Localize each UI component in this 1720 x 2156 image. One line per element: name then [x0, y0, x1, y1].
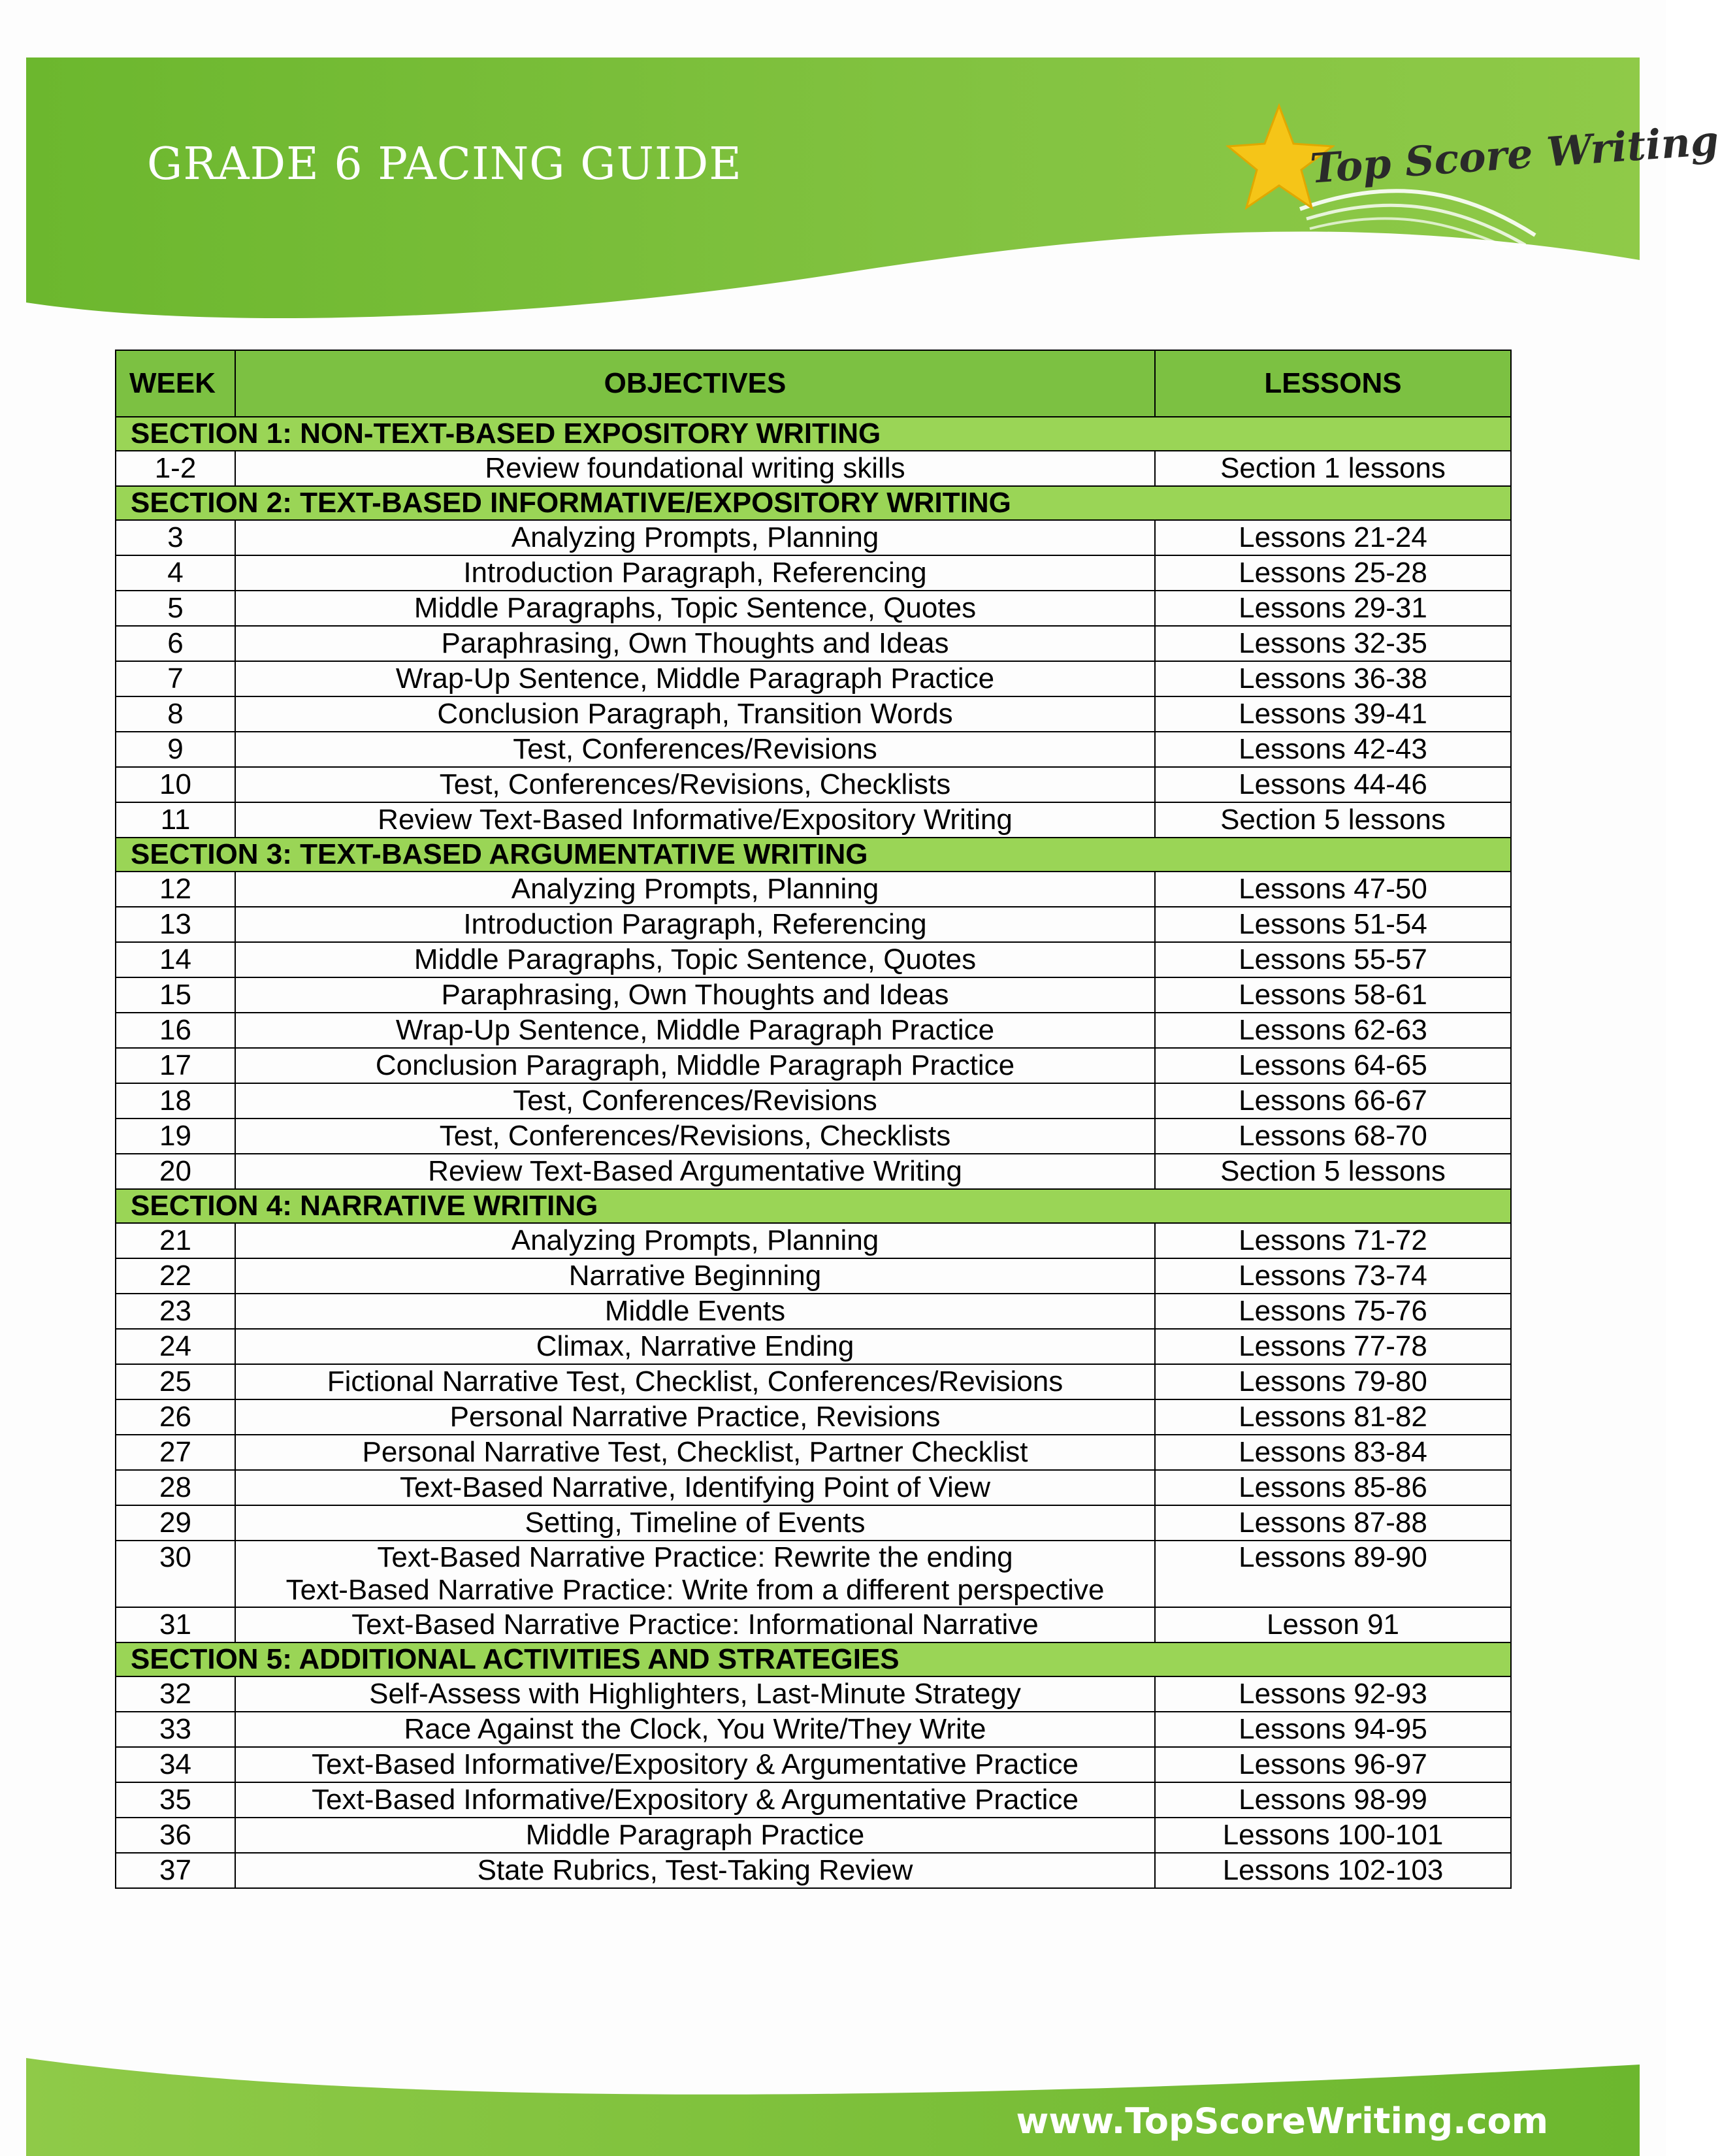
lessons-cell: Lessons 66-67: [1155, 1083, 1511, 1119]
lessons-cell: Lessons 29-31: [1155, 591, 1511, 626]
table-row: [116, 907, 1511, 942]
lessons-cell: Lessons 44-46: [1155, 767, 1511, 802]
week-cell: 22: [116, 1258, 235, 1294]
header-week: WEEK: [116, 350, 235, 417]
table-row: [116, 1712, 1511, 1747]
week-cell: 16: [116, 1013, 235, 1048]
table-row: [116, 520, 1511, 555]
objectives-cell: Narrative Beginning: [235, 1258, 1155, 1294]
table-row: [116, 1048, 1511, 1083]
objectives-cell: Paraphrasing, Own Thoughts and Ideas: [235, 977, 1155, 1013]
objectives-cell: Review foundational writing skills: [235, 451, 1155, 486]
objectives-cell: Test, Conferences/Revisions, Checklists: [235, 1119, 1155, 1154]
lessons-cell: Lessons 25-28: [1155, 555, 1511, 591]
week-cell: 24: [116, 1329, 235, 1364]
table-row: [116, 1853, 1511, 1888]
table-row: [116, 555, 1511, 591]
lessons-cell: Lessons 92-93: [1155, 1676, 1511, 1712]
lessons-cell: Lessons 94-95: [1155, 1712, 1511, 1747]
table-row: [116, 451, 1511, 486]
table-row: [116, 1607, 1511, 1642]
week-cell: 33: [116, 1712, 235, 1747]
header-lessons: LESSONS: [1155, 350, 1511, 417]
lessons-cell: Lessons 81-82: [1155, 1399, 1511, 1435]
week-cell: 36: [116, 1818, 235, 1853]
section-header-row: [116, 417, 1511, 451]
objectives-cell: Paraphrasing, Own Thoughts and Ideas: [235, 626, 1155, 661]
week-cell: 3: [116, 520, 235, 555]
week-cell: 4: [116, 555, 235, 591]
objectives-cell: Self-Assess with Highlighters, Last-Minute Strategy: [235, 1676, 1155, 1712]
table-row: [116, 1505, 1511, 1541]
lessons-cell: Lessons 98-99: [1155, 1782, 1511, 1818]
week-cell: 30: [116, 1541, 235, 1607]
week-cell: 21: [116, 1223, 235, 1258]
table-row: [116, 1083, 1511, 1119]
objectives-cell: Test, Conferences/Revisions: [235, 1083, 1155, 1119]
lessons-cell: Lessons 32-35: [1155, 626, 1511, 661]
lessons-cell: Lessons 102-103: [1155, 1853, 1511, 1888]
lessons-cell: Lessons 100-101: [1155, 1818, 1511, 1853]
objectives-cell: Test, Conferences/Revisions, Checklists: [235, 767, 1155, 802]
table-row: [116, 1294, 1511, 1329]
objectives-cell: Middle Paragraph Practice: [235, 1818, 1155, 1853]
objectives-cell: Climax, Narrative Ending: [235, 1329, 1155, 1364]
table-row: [116, 1818, 1511, 1853]
week-cell: 18: [116, 1083, 235, 1119]
objectives-cell: Wrap-Up Sentence, Middle Paragraph Practice: [235, 661, 1155, 696]
lessons-cell: Lessons 85-86: [1155, 1470, 1511, 1505]
week-cell: 15: [116, 977, 235, 1013]
lessons-cell: Lessons 79-80: [1155, 1364, 1511, 1399]
table-row: [116, 977, 1511, 1013]
week-cell: 25: [116, 1364, 235, 1399]
table-row: [116, 1013, 1511, 1048]
week-cell: 11: [116, 802, 235, 838]
objectives-cell: Test, Conferences/Revisions: [235, 732, 1155, 767]
table-row: [116, 661, 1511, 696]
pacing-table: [115, 350, 1512, 1889]
week-cell: 28: [116, 1470, 235, 1505]
section-title: SECTION 4: NARRATIVE WRITING: [116, 1189, 1511, 1223]
objectives-cell: Conclusion Paragraph, Middle Paragraph Practice: [235, 1048, 1155, 1083]
objectives-cell: Text-Based Narrative, Identifying Point of View: [235, 1470, 1155, 1505]
objectives-cell: Wrap-Up Sentence, Middle Paragraph Practice: [235, 1013, 1155, 1048]
table-row: [116, 767, 1511, 802]
week-cell: 29: [116, 1505, 235, 1541]
objectives-cell: Analyzing Prompts, Planning: [235, 1223, 1155, 1258]
week-cell: 6: [116, 626, 235, 661]
objectives-cell: Review Text-Based Informative/Expository Writing: [235, 802, 1155, 838]
lessons-cell: Lessons 73-74: [1155, 1258, 1511, 1294]
lessons-cell: Section 5 lessons: [1155, 1154, 1511, 1189]
week-cell: 5: [116, 591, 235, 626]
table-row: [116, 1329, 1511, 1364]
lessons-cell: Lessons 83-84: [1155, 1435, 1511, 1470]
table-row: [116, 1541, 1511, 1607]
lessons-cell: Lessons 68-70: [1155, 1119, 1511, 1154]
objectives-cell: Text-Based Narrative Practice: Rewrite the ending Text-Based Narrative Practice: Write from a different perspective: [235, 1541, 1155, 1607]
lessons-cell: Lessons 51-54: [1155, 907, 1511, 942]
lessons-cell: Section 1 lessons: [1155, 451, 1511, 486]
lessons-cell: Lessons 77-78: [1155, 1329, 1511, 1364]
week-cell: 13: [116, 907, 235, 942]
table-row: [116, 591, 1511, 626]
lessons-cell: Lessons 71-72: [1155, 1223, 1511, 1258]
week-cell: 35: [116, 1782, 235, 1818]
table-row: [116, 626, 1511, 661]
objectives-cell: Middle Paragraphs, Topic Sentence, Quotes: [235, 591, 1155, 626]
lessons-cell: Lessons 21-24: [1155, 520, 1511, 555]
week-cell: 9: [116, 732, 235, 767]
header-objectives: OBJECTIVES: [235, 350, 1155, 417]
section-header-row: [116, 486, 1511, 520]
objectives-cell: Analyzing Prompts, Planning: [235, 520, 1155, 555]
objectives-cell: Analyzing Prompts, Planning: [235, 872, 1155, 907]
section-header-row: [116, 1642, 1511, 1676]
lessons-cell: Lessons 62-63: [1155, 1013, 1511, 1048]
lessons-cell: Lessons 75-76: [1155, 1294, 1511, 1329]
week-cell: 14: [116, 942, 235, 977]
week-cell: 26: [116, 1399, 235, 1435]
section-header-row: [116, 1189, 1511, 1223]
objectives-cell: Introduction Paragraph, Referencing: [235, 555, 1155, 591]
table-row: [116, 696, 1511, 732]
week-cell: 7: [116, 661, 235, 696]
week-cell: 10: [116, 767, 235, 802]
table-row: [116, 1364, 1511, 1399]
week-cell: 19: [116, 1119, 235, 1154]
lessons-cell: Lesson 91: [1155, 1607, 1511, 1642]
table-row: [116, 872, 1511, 907]
objectives-cell: Personal Narrative Test, Checklist, Partner Checklist: [235, 1435, 1155, 1470]
table-row: [116, 942, 1511, 977]
week-cell: 37: [116, 1853, 235, 1888]
section-header-row: [116, 838, 1511, 872]
objectives-cell: Fictional Narrative Test, Checklist, Conferences/Revisions: [235, 1364, 1155, 1399]
objectives-cell: Conclusion Paragraph, Transition Words: [235, 696, 1155, 732]
lessons-cell: Lessons 47-50: [1155, 872, 1511, 907]
objectives-cell: Review Text-Based Argumentative Writing: [235, 1154, 1155, 1189]
week-cell: 23: [116, 1294, 235, 1329]
objectives-cell: Race Against the Clock, You Write/They Write: [235, 1712, 1155, 1747]
table-row: [116, 1119, 1511, 1154]
section-title: SECTION 5: ADDITIONAL ACTIVITIES AND STRATEGIES: [116, 1642, 1511, 1676]
logo-text: Top Score Writing: [1308, 116, 1720, 193]
objectives-cell: Personal Narrative Practice, Revisions: [235, 1399, 1155, 1435]
week-cell: 8: [116, 696, 235, 732]
lessons-cell: Lessons 36-38: [1155, 661, 1511, 696]
objectives-cell: Middle Paragraphs, Topic Sentence, Quotes: [235, 942, 1155, 977]
lessons-cell: Lessons 39-41: [1155, 696, 1511, 732]
page-title: GRADE 6 PACING GUIDE: [147, 139, 742, 190]
table-row: [116, 1154, 1511, 1189]
objectives-cell: Text-Based Narrative Practice: Informational Narrative: [235, 1607, 1155, 1642]
table-row: [116, 732, 1511, 767]
table-row: [116, 1223, 1511, 1258]
week-cell: 12: [116, 872, 235, 907]
week-cell: 1-2: [116, 451, 235, 486]
table-row: [116, 1435, 1511, 1470]
week-cell: 34: [116, 1747, 235, 1782]
table-header-row: [116, 350, 1511, 417]
table-row: [116, 1676, 1511, 1712]
week-cell: 27: [116, 1435, 235, 1470]
week-cell: 31: [116, 1607, 235, 1642]
section-title: SECTION 2: TEXT-BASED INFORMATIVE/EXPOSITORY WRITING: [116, 486, 1511, 520]
objectives-cell: Text-Based Informative/Expository & Argumentative Practice: [235, 1782, 1155, 1818]
table-row: [116, 1258, 1511, 1294]
lessons-cell: Lessons 96-97: [1155, 1747, 1511, 1782]
lessons-cell: Lessons 87-88: [1155, 1505, 1511, 1541]
table-row: [116, 1399, 1511, 1435]
section-title: SECTION 1: NON-TEXT-BASED EXPOSITORY WRITING: [116, 417, 1511, 451]
objectives-cell: State Rubrics, Test-Taking Review: [235, 1853, 1155, 1888]
table-row: [116, 802, 1511, 838]
section-title: SECTION 3: TEXT-BASED ARGUMENTATIVE WRITING: [116, 838, 1511, 872]
objectives-cell: Introduction Paragraph, Referencing: [235, 907, 1155, 942]
lessons-cell: Section 5 lessons: [1155, 802, 1511, 838]
table-row: [116, 1782, 1511, 1818]
lessons-cell: Lessons 89-90: [1155, 1541, 1511, 1607]
footer-url: www.TopScoreWriting.com: [1016, 2100, 1548, 2142]
week-cell: 20: [116, 1154, 235, 1189]
objectives-cell: Text-Based Informative/Expository & Argumentative Practice: [235, 1747, 1155, 1782]
table-row: [116, 1470, 1511, 1505]
lessons-cell: Lessons 58-61: [1155, 977, 1511, 1013]
objectives-cell: Middle Events: [235, 1294, 1155, 1329]
lessons-cell: Lessons 64-65: [1155, 1048, 1511, 1083]
week-cell: 17: [116, 1048, 235, 1083]
objectives-cell: Setting, Timeline of Events: [235, 1505, 1155, 1541]
lessons-cell: Lessons 55-57: [1155, 942, 1511, 977]
lessons-cell: Lessons 42-43: [1155, 732, 1511, 767]
table-row: [116, 1747, 1511, 1782]
week-cell: 32: [116, 1676, 235, 1712]
